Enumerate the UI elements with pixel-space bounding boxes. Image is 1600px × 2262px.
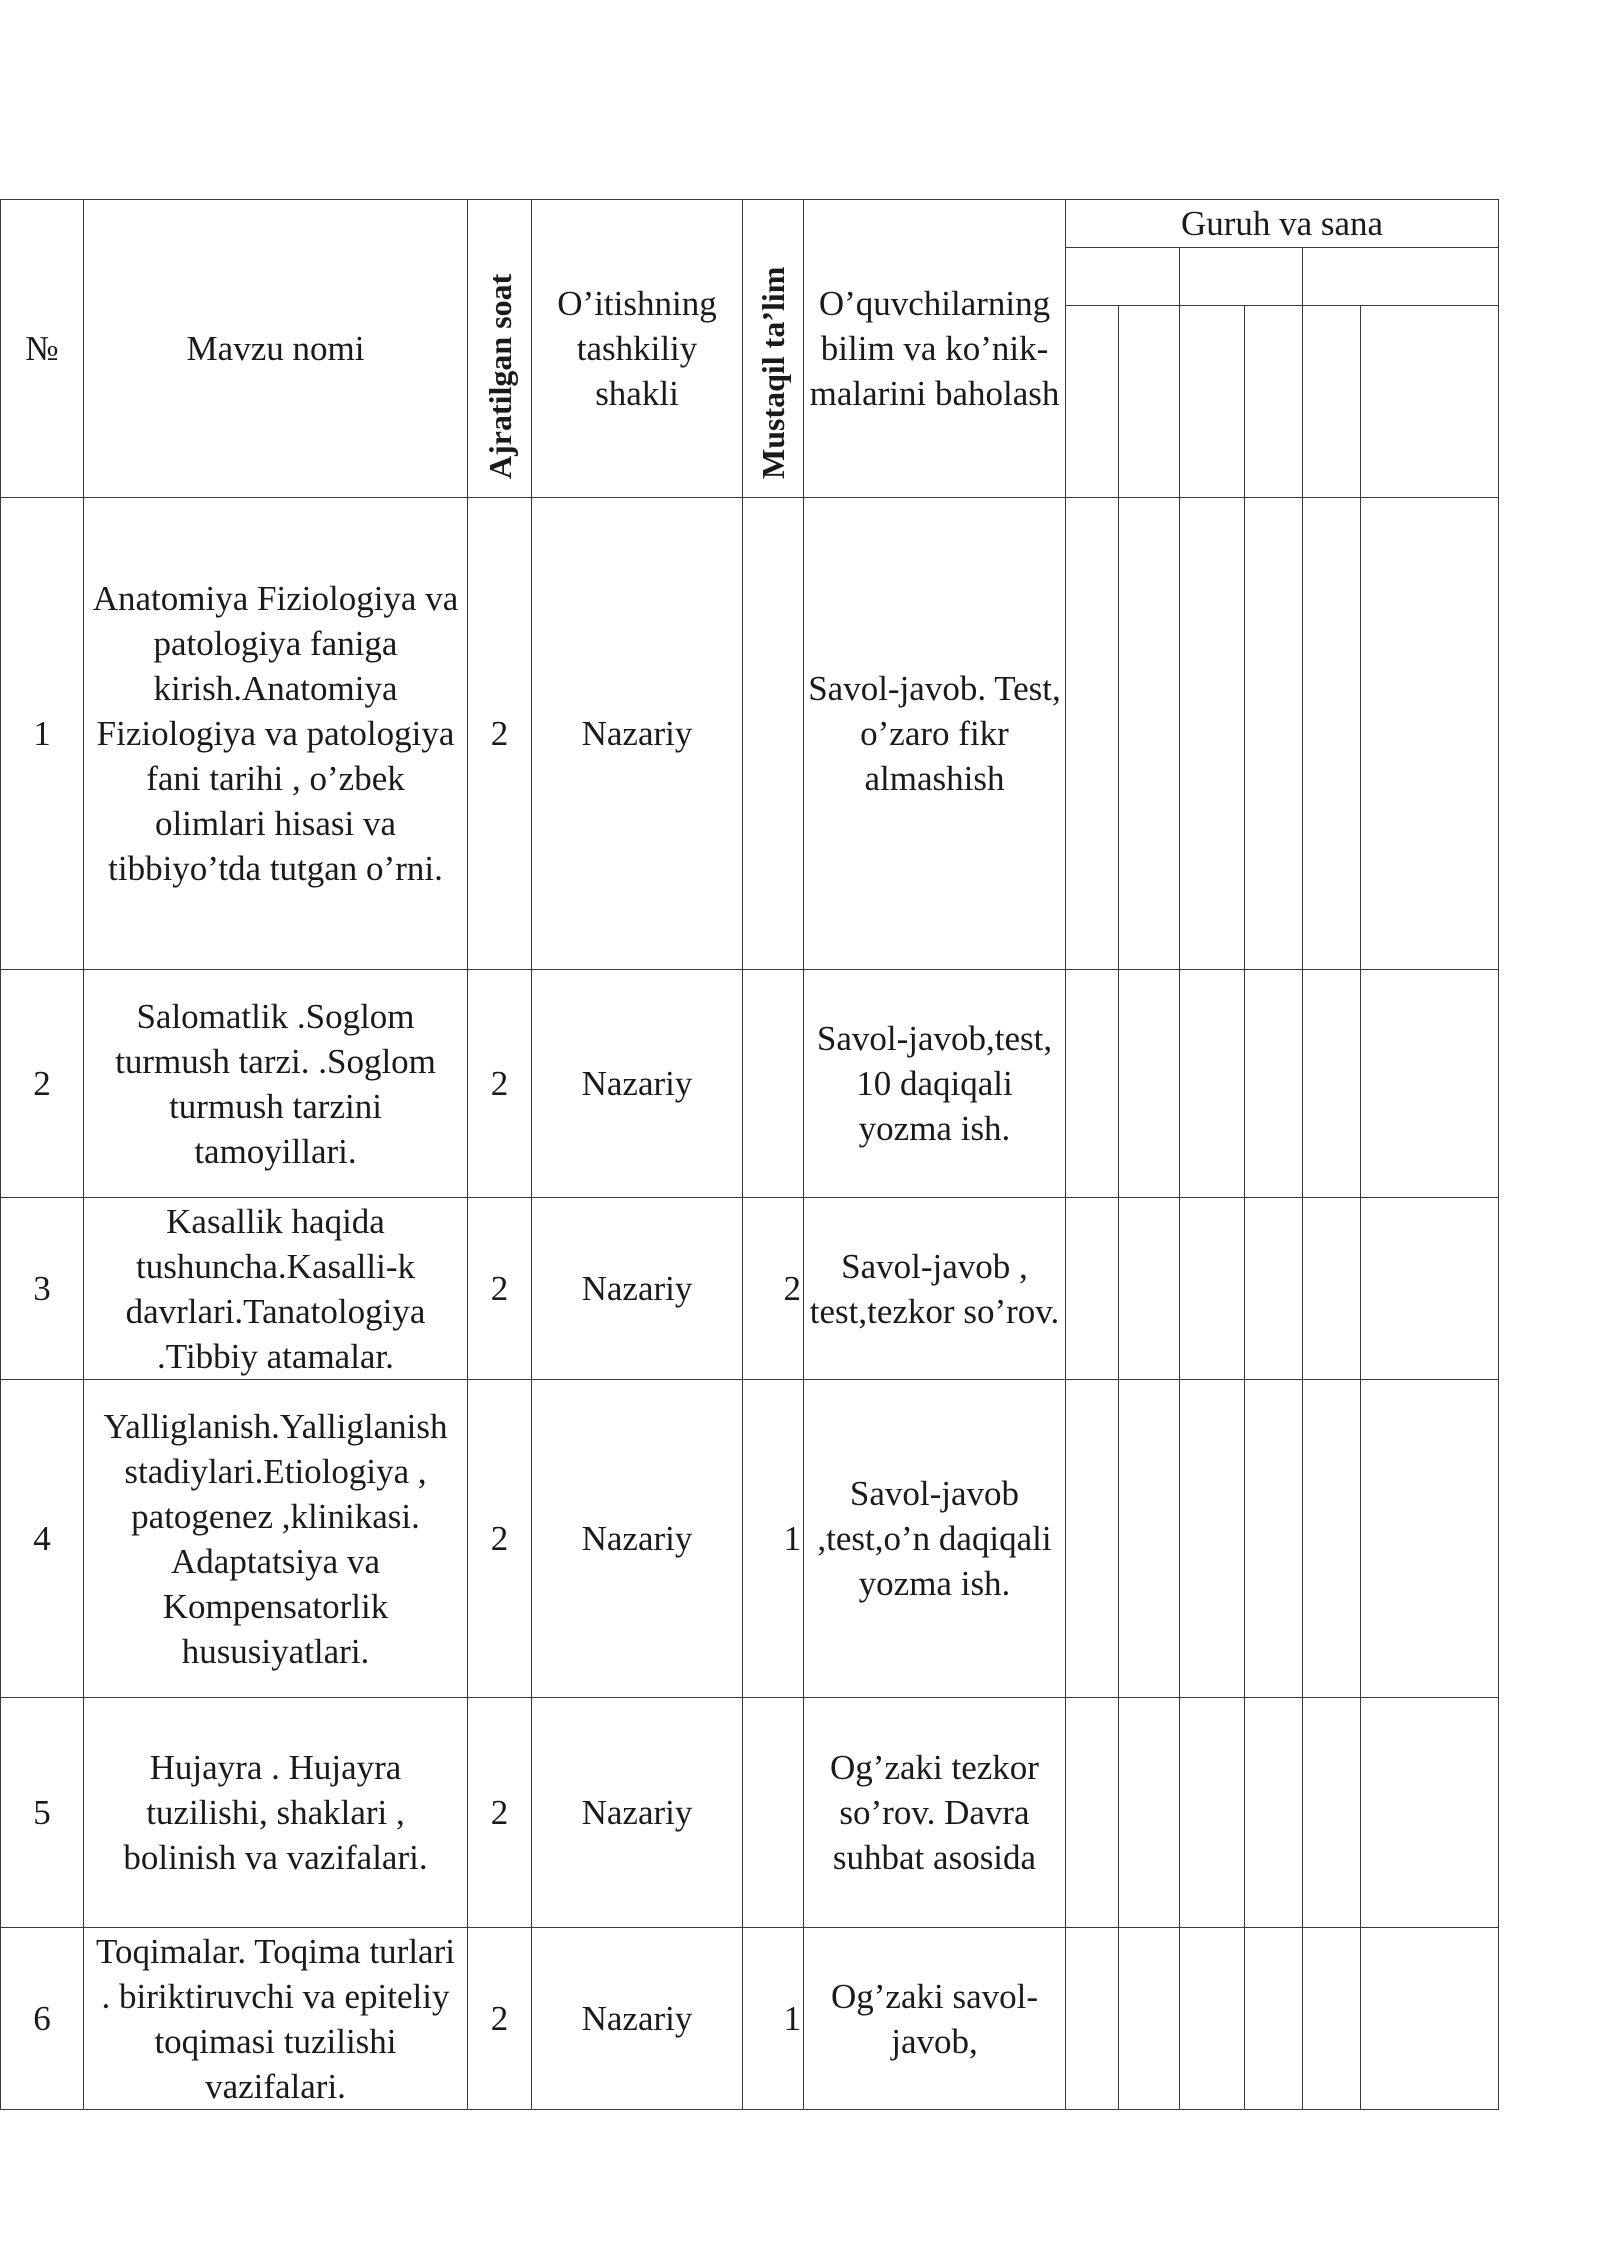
date-cell — [1245, 1198, 1303, 1380]
date-cell — [1119, 1198, 1180, 1380]
date-cell — [1361, 1698, 1499, 1928]
row-topic: Salomatlik .Soglom turmush tarzi. .Soglom turmush tarzini tamoyillari. — [84, 970, 468, 1198]
date-cell — [1119, 498, 1180, 970]
row-assessment: Savol-javob,test, 10 daqiqali yozma ish. — [804, 970, 1066, 1198]
date-slot — [1180, 306, 1245, 498]
date-cell — [1066, 1380, 1119, 1698]
date-cell — [1245, 1698, 1303, 1928]
header-group-date: Guruh va sana — [1066, 200, 1499, 248]
date-cell — [1361, 1380, 1499, 1698]
date-cell — [1066, 498, 1119, 970]
date-cell — [1066, 1198, 1119, 1380]
row-hours: 2 — [468, 1698, 532, 1928]
row-hours: 2 — [468, 1380, 532, 1698]
header-self-study — [743, 200, 804, 498]
date-cell — [1180, 1380, 1245, 1698]
row-topic: Toqimalar. Toqima turlari . biriktiruvchi va epiteliy toqimasi tuzilishi vazifalari. — [84, 1928, 468, 2110]
row-assessment: Og’zaki savol-javob, — [804, 1928, 1066, 2110]
row-self-study — [743, 498, 804, 970]
date-cell — [1303, 1198, 1361, 1380]
header-self-study-label: Mustaqil ta’lim — [755, 266, 791, 479]
table-row — [1, 970, 1499, 1198]
row-form: Nazariy — [532, 1928, 743, 2110]
date-cell — [1303, 498, 1361, 970]
row-hours: 2 — [468, 1198, 532, 1380]
row-self-study — [743, 1698, 804, 1928]
date-cell — [1180, 498, 1245, 970]
date-cell — [1180, 1928, 1245, 2110]
group-slot — [1066, 248, 1180, 306]
row-self-study: 1 — [743, 1380, 804, 1698]
row-topic: Kasallik haqida tushuncha.Kasalli-k davrlari.Tanatologiya .Tibbiy atamalar. — [84, 1198, 468, 1380]
date-cell — [1245, 1928, 1303, 2110]
date-slot — [1119, 306, 1180, 498]
date-cell — [1119, 970, 1180, 1198]
date-cell — [1361, 1928, 1499, 2110]
row-self-study: 2 — [743, 1198, 804, 1380]
date-cell — [1361, 970, 1499, 1198]
lesson-plan-table — [0, 199, 1499, 2110]
date-cell — [1361, 498, 1499, 970]
group-slot — [1303, 248, 1499, 306]
date-cell — [1066, 1928, 1119, 2110]
date-cell — [1245, 1380, 1303, 1698]
date-cell — [1303, 970, 1361, 1198]
date-cell — [1119, 1698, 1180, 1928]
header-form: O’itishning tashkiliy shakli — [532, 200, 743, 498]
date-cell — [1066, 1698, 1119, 1928]
row-number: 2 — [1, 970, 84, 1198]
row-form: Nazariy — [532, 970, 743, 1198]
row-form: Nazariy — [532, 1380, 743, 1698]
row-topic: Anatomiya Fiziologiya va patologiya faniga kirish.Anatomiya Fiziologiya va patologiya fani tarihi , o’zbek olimlari hisasi va tibbiyo’tda tutgan o’rni. — [84, 498, 468, 970]
row-topic: Yalliglanish.Yalliglanish stadiylari.Etiologiya , patogenez ,klinikasi. Adaptatsiya va Kompensatorlik hususiyatlari. — [84, 1380, 468, 1698]
row-assessment: Og’zaki tezkor so’rov. Davra suhbat asosida — [804, 1698, 1066, 1928]
date-cell — [1180, 1198, 1245, 1380]
row-assessment: Savol-javob ,test,o’n daqiqali yozma ish. — [804, 1380, 1066, 1698]
table-row — [1, 1698, 1499, 1928]
table-row — [1, 498, 1499, 970]
table-row — [1, 1198, 1499, 1380]
date-slot — [1245, 306, 1303, 498]
row-self-study — [743, 970, 804, 1198]
row-number: 6 — [1, 1928, 84, 2110]
row-hours: 2 — [468, 1928, 532, 2110]
row-number: 5 — [1, 1698, 84, 1928]
date-cell — [1119, 1928, 1180, 2110]
date-cell — [1245, 498, 1303, 970]
date-cell — [1245, 970, 1303, 1198]
row-number: 4 — [1, 1380, 84, 1698]
header-topic: Mavzu nomi — [84, 200, 468, 498]
group-slot — [1180, 248, 1303, 306]
date-cell — [1303, 1380, 1361, 1698]
date-slot — [1361, 306, 1499, 498]
table-row — [1, 1380, 1499, 1698]
header-hours-label: Ajratilgan soat — [481, 273, 518, 479]
date-cell — [1303, 1928, 1361, 2110]
header-assessment: O’quvchilarning bilim va ko’nik-malarini baholash — [804, 200, 1066, 498]
date-cell — [1303, 1698, 1361, 1928]
table-row — [1, 1928, 1499, 2110]
date-slot — [1303, 306, 1361, 498]
date-cell — [1119, 1380, 1180, 1698]
date-cell — [1180, 970, 1245, 1198]
header-hours — [468, 200, 532, 498]
date-cell — [1066, 970, 1119, 1198]
row-form: Nazariy — [532, 498, 743, 970]
date-slot — [1066, 306, 1119, 498]
row-form: Nazariy — [532, 1698, 743, 1928]
header-number: № — [1, 200, 84, 498]
date-cell — [1180, 1698, 1245, 1928]
row-number: 1 — [1, 498, 84, 970]
row-form: Nazariy — [532, 1198, 743, 1380]
date-cell — [1361, 1198, 1499, 1380]
row-hours: 2 — [468, 970, 532, 1198]
row-self-study: 1 — [743, 1928, 804, 2110]
row-assessment: Savol-javob , test,tezkor so’rov. — [804, 1198, 1066, 1380]
row-assessment: Savol-javob. Test, o’zaro fikr almashish — [804, 498, 1066, 970]
row-topic: Hujayra . Hujayra tuzilishi, shaklari , bolinish va vazifalari. — [84, 1698, 468, 1928]
row-hours: 2 — [468, 498, 532, 970]
row-number: 3 — [1, 1198, 84, 1380]
